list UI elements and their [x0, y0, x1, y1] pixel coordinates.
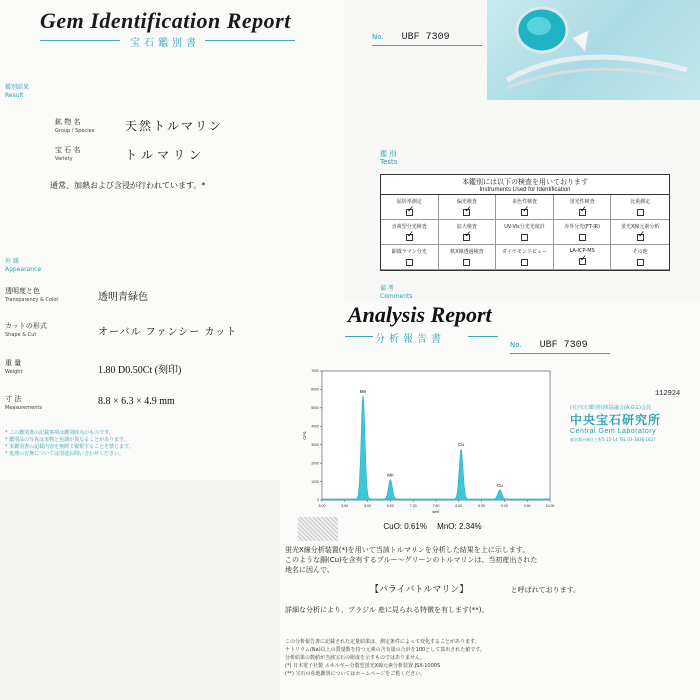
peak-label: Mn	[387, 472, 394, 478]
instrument-name: その他	[632, 249, 648, 255]
instrument-checkbox	[463, 259, 470, 266]
instrument-cell	[439, 195, 497, 220]
tests-section-label: 鑑 別 Tests	[380, 150, 398, 166]
instrument-checkbox	[463, 234, 470, 241]
instrument-cell	[496, 220, 554, 245]
paraiba-line: 【パライバトルマリン】 と呼ばれております。	[370, 585, 581, 595]
cuo-value: CuO: 0.61%	[383, 522, 427, 531]
y-tick-label: 5000	[311, 406, 319, 411]
serial-number: 112924	[655, 390, 681, 398]
instrument-name: 直視型分光検査	[391, 224, 427, 230]
instrument-checkbox	[579, 258, 586, 265]
mineral-label: 鉱 物 名 Group / Species	[55, 118, 95, 134]
instrument-name: 赤外分光(FT-IR)	[564, 224, 601, 230]
y-tick-label: 7000	[311, 369, 319, 374]
instrument-name: 屈折率測定	[396, 199, 422, 205]
gem-ring-photo	[487, 0, 700, 100]
instrument-cell	[611, 245, 669, 270]
x-tick-label: 7.50	[432, 504, 440, 508]
instrument-checkbox	[579, 209, 586, 216]
instrument-name: ダイヤモンドビュー	[502, 249, 547, 255]
instrument-checkbox	[579, 234, 586, 241]
mineral-value: 天然トルマリン	[125, 119, 224, 133]
instrument-checkbox	[637, 209, 644, 216]
instrument-name: 偏光検査	[456, 199, 477, 205]
instrument-cell	[611, 195, 669, 220]
analysis-report	[280, 300, 700, 700]
x-tick-label: 5.50	[341, 504, 349, 508]
weight-label: 重 量 Weight	[5, 359, 23, 375]
y-tick-label: 6000	[311, 387, 319, 392]
instrument-checkbox	[637, 259, 644, 266]
report-number: UBF 7309	[401, 32, 450, 43]
instrument-cell	[496, 195, 554, 220]
x-tick-label: 9.00	[500, 504, 508, 508]
instrument-checkbox	[406, 259, 413, 266]
instrument-cell	[611, 220, 669, 245]
variety-label: 宝 石 名 Variety	[55, 146, 81, 162]
xrf-spectrum-chart	[300, 365, 560, 515]
y-tick-label: 4000	[311, 424, 319, 429]
appearance-section-label: 外 観 Appearance	[5, 258, 42, 273]
instrument-name: 蛍光性検査	[569, 199, 595, 205]
plot-frame	[322, 371, 550, 500]
measurements-value: 8.8 × 6.3 × 4.9 mm	[98, 396, 175, 407]
instrument-checkbox	[521, 234, 528, 241]
y-axis-label: CPS	[302, 431, 307, 440]
instrument-checkbox	[463, 209, 470, 216]
instrument-cell	[496, 245, 554, 270]
y-tick-label: 1000	[311, 479, 319, 484]
instrument-checkbox	[637, 234, 644, 241]
report-subtitle: 宝石鑑別書	[130, 38, 200, 49]
composition-caption	[305, 522, 560, 531]
ring-image	[487, 0, 700, 100]
report-number-line: No. UBF 7309	[372, 32, 450, 43]
report-title: Gem Identification Report	[40, 8, 291, 33]
y-tick-label: 0	[317, 498, 319, 503]
lab-block	[570, 404, 700, 443]
analysis-subtitle: 分析報告書	[375, 334, 445, 345]
lab-address: 東京都台東区上野5-15-14 TEL 03-3836-1627	[570, 437, 656, 442]
instrument-name: 軟X線透過検査	[450, 249, 484, 255]
comments-section-label: 備 考 Comments	[380, 285, 413, 300]
x-tick-label: 9.50	[523, 504, 531, 508]
report-subtitle-rule	[40, 34, 295, 49]
instrument-checkbox	[406, 209, 413, 216]
paraiba-label: 【パライバトルマリン】	[370, 585, 469, 595]
peak-label: Cu	[458, 442, 464, 448]
x-tick-label: 6.50	[386, 504, 394, 508]
fine-print: * この鑑別書の記載事項は鑑別時点のものです。 * 鑑別品の写真は実物と色調が異なることがあります。 * 本鑑別書の記載内容を無断で複製することを禁じます。 * 処理の有無については別途お問い合わせください。	[5, 430, 134, 457]
instrument-cell	[439, 245, 497, 270]
instrument-name: 蛍光X線元素分析	[620, 224, 660, 230]
transparency-label: 透明度と色 Transparency & Color	[5, 287, 59, 303]
x-tick-label: 8.00	[455, 504, 463, 508]
lab-name-en: Central Gem Laboratory	[570, 428, 657, 435]
x-tick-label: 6.00	[364, 504, 372, 508]
detail-text: 詳細な分析により、ブラジル 産に見られる特徴を有します(**)。	[285, 606, 489, 614]
y-tick-label: 3000	[311, 442, 319, 447]
analysis-number: UBF 7309	[539, 340, 588, 351]
analysis-body: 蛍光X線分析装置(*)を用いて当該トルマリンを分析した結果を上に示します。 このような銅(Cu)を含有するブルー〜グリーンのトルマリンは、当初産出された 地名に因んで、	[285, 546, 538, 574]
instrument-checkbox	[521, 259, 528, 266]
instrument-name: 比重測定	[630, 199, 651, 205]
instrument-name: UV-Vis分光光度計	[504, 224, 545, 230]
instrument-checkbox	[406, 234, 413, 241]
instrument-cell	[554, 220, 612, 245]
x-axis-label: keV	[432, 509, 440, 514]
y-tick-label: 2000	[311, 461, 319, 466]
peak-label: Cu	[496, 482, 503, 488]
shape-label: カットの形式 Shape & Cut	[5, 322, 47, 338]
analysis-title: Analysis Report	[348, 302, 492, 327]
instruments-table-header: 本鑑別には以下の検査を用いております Instruments Used for Identification	[381, 175, 669, 195]
xrf-spectrum-svg	[300, 365, 560, 515]
instrument-cell	[381, 195, 439, 220]
analysis-notes: この分析報告書に記載された定量結果は、測定条件によって変化することがあります。 ナトリウム(Na)以上の質量数を持つ元素の含有量の合計を100として算出された値です。 分析結果の数値が当該宝石の組成を示すものではありません。 (*) 日本電子社製 エネルギー分散型蛍光X線元素分析装置 JSX-1000S (**) 宝石の産地鑑別についてはホームページをご覧ください。	[285, 639, 485, 677]
weight-value: 1.80 D0.50Ct (刻印)	[98, 365, 182, 376]
x-tick-label: 10.00	[545, 504, 555, 508]
instrument-cell	[554, 245, 612, 270]
instruments-table	[380, 174, 670, 271]
instrument-cell	[381, 220, 439, 245]
instrument-cell	[381, 245, 439, 270]
instrument-name: 拡大検査	[456, 224, 477, 230]
seal-stamp	[298, 517, 338, 541]
instrument-name: 顕微ラマン分光	[391, 249, 427, 255]
result-section-label: 鑑別結果 Result	[5, 84, 30, 99]
instrument-cell	[554, 195, 612, 220]
instrument-name: LA-ICP-MS	[569, 248, 595, 254]
x-tick-label: 5.00	[318, 504, 326, 508]
measurements-label: 寸 法 Measurements	[5, 395, 42, 411]
analysis-number-line: No. UBF 7309	[510, 340, 588, 351]
lab-association: (社)宝石鑑別団体協議会(A.G.L)会員	[570, 405, 651, 411]
instrument-cell	[439, 220, 497, 245]
instruments-grid	[381, 195, 669, 270]
x-tick-label: 8.50	[478, 504, 486, 508]
treatment-note: 通常、加熱および含浸が行われています。*	[50, 181, 206, 190]
x-tick-label: 7.00	[409, 504, 417, 508]
mno-value: MnO: 2.34%	[437, 522, 482, 531]
peak-label: Mn	[359, 388, 367, 394]
instrument-name: 多色性検査	[511, 199, 537, 205]
instrument-checkbox	[521, 209, 528, 216]
variety-value: トルマリン	[125, 148, 206, 162]
transparency-value: 透明青緑色	[98, 292, 148, 303]
shape-value: オーバル ファンシー カット	[98, 327, 238, 338]
lab-name-jp: 中央宝石研究所	[570, 413, 662, 427]
